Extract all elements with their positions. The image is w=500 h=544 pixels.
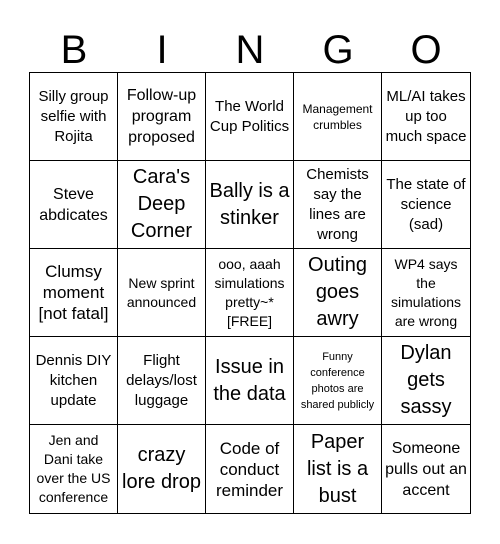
cell-text: Silly group selfie with Rojita	[38, 87, 109, 145]
cell-text: WP4 says the simulations are wrong	[390, 255, 462, 329]
bingo-cell[interactable]	[30, 337, 118, 425]
bingo-cell[interactable]	[30, 73, 118, 161]
cell-text: Someone pulls out an accent	[385, 439, 467, 499]
bingo-cell[interactable]	[294, 161, 382, 249]
cell-text: Funny conference photos are shared publicly	[300, 350, 375, 411]
cell-text: Steve abdicates	[39, 185, 108, 224]
cell-text: The state of science (sad)	[386, 175, 466, 233]
bingo-cell[interactable]	[30, 425, 118, 513]
bingo-cell[interactable]	[294, 249, 382, 337]
header-letter-i: I	[156, 28, 168, 72]
cell-text: Chemists say the lines are wrong	[306, 165, 369, 243]
header-letter-n: N	[235, 28, 265, 72]
cell-text: Outing goes awry	[308, 254, 367, 330]
bingo-cell[interactable]	[206, 425, 294, 513]
header-letter-b: B	[60, 28, 88, 72]
cell-text: ML/AI takes up too much space	[385, 87, 467, 145]
bingo-cell[interactable]	[206, 73, 294, 161]
bingo-cell[interactable]	[294, 337, 382, 425]
bingo-cell[interactable]	[30, 249, 118, 337]
cell-text: Bally is a stinker	[209, 179, 290, 229]
bingo-cell[interactable]	[206, 249, 294, 337]
cell-text: Management crumbles	[302, 101, 373, 132]
cell-text: Cara's Deep Corner	[130, 166, 193, 242]
cell-text: Issue in the data	[213, 355, 286, 405]
cell-text: Dylan gets sassy	[400, 342, 452, 418]
header-letter-g: G	[322, 28, 354, 72]
bingo-cell[interactable]	[118, 161, 206, 249]
cell-text: Dennis DIY kitchen update	[35, 351, 112, 409]
cell-text: crazy lore drop	[122, 444, 201, 493]
header-letter-o: O	[410, 28, 442, 72]
bingo-cell[interactable]	[382, 337, 470, 425]
bingo-grid	[29, 72, 471, 514]
bingo-cell[interactable]	[294, 73, 382, 161]
bingo-cell[interactable]	[382, 425, 470, 513]
bingo-cell[interactable]	[382, 161, 470, 249]
bingo-cell[interactable]	[118, 249, 206, 337]
cell-text: Follow-up program proposed	[126, 87, 197, 146]
cell-text: The World Cup Politics	[209, 97, 290, 135]
cell-text: New sprint announced	[126, 274, 197, 310]
bingo-cell[interactable]	[206, 337, 294, 425]
bingo-cell[interactable]	[118, 425, 206, 513]
cell-text: Paper list is a bust	[306, 430, 369, 507]
cell-text: Jen and Dani take over the US conference	[36, 432, 111, 505]
bingo-cell[interactable]	[382, 249, 470, 337]
bingo-cell[interactable]	[294, 425, 382, 513]
bingo-cell[interactable]	[30, 161, 118, 249]
bingo-cell[interactable]	[382, 73, 470, 161]
bingo-cell[interactable]	[206, 161, 294, 249]
cell-text: ooo, aaah simulations pretty~* [FREE]	[214, 255, 285, 329]
cell-text: Clumsy moment [not fatal]	[38, 262, 109, 323]
bingo-header	[30, 28, 470, 72]
cell-text: Flight delays/lost luggage	[126, 351, 197, 409]
cell-text: Code of conduct reminder	[215, 438, 284, 500]
bingo-cell[interactable]	[118, 73, 206, 161]
bingo-cell[interactable]	[118, 337, 206, 425]
